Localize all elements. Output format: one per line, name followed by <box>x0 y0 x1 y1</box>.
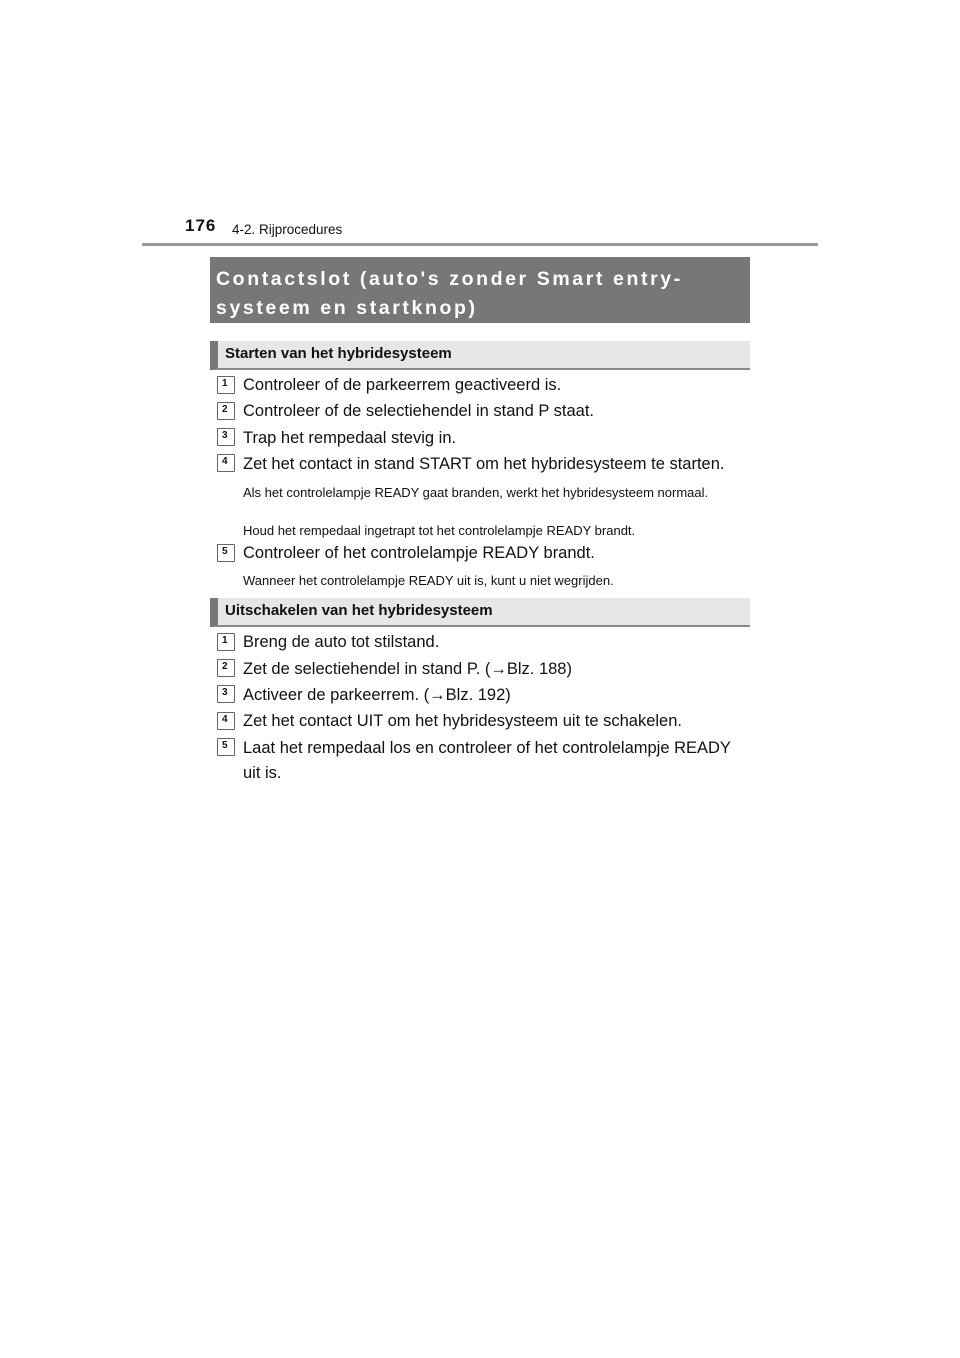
step-text: Zet de selectiehendel in stand P. (→Blz. 188) <box>243 660 572 678</box>
step-number-badge: 2 <box>217 659 235 677</box>
step-text: Laat het rempedaal los en controleer of het controlelampje READY uit is. <box>243 739 731 782</box>
note-text: Houd het rempedaal ingetrapt tot het controlelampje READY brandt. <box>243 523 636 538</box>
step-text: Trap het rempedaal stevig in. <box>243 429 457 447</box>
section-breadcrumb: 4-2. Rijprocedures <box>232 222 343 237</box>
step-number-badge: 4 <box>217 712 235 730</box>
step-text: Controleer of de parkeerrem geactiveerd is. <box>243 376 562 394</box>
step-text: Zet het contact in stand START om het hybridesysteem te starten. <box>243 455 725 473</box>
step-number-badge: 3 <box>217 428 235 446</box>
step-number-badge: 5 <box>217 544 235 562</box>
step-number-badge: 2 <box>217 402 235 420</box>
header-divider <box>142 243 818 246</box>
step-number-badge: 4 <box>217 454 235 472</box>
page-title <box>210 257 750 323</box>
page-title-line-2: systeem en startknop) <box>216 297 478 319</box>
step-number-badge: 3 <box>217 685 235 703</box>
stop-section-heading: Uitschakelen van het hybridesysteem <box>210 598 750 627</box>
step-text: Breng de auto tot stilstand. <box>243 633 440 651</box>
note-text: Wanneer het controlelampje READY uit is, kunt u niet wegrijden. <box>243 573 614 588</box>
step-number-badge: 1 <box>217 376 235 394</box>
step-number-badge: 5 <box>217 738 235 756</box>
step-text: Controleer of het controlelampje READY brandt. <box>243 544 595 562</box>
page-title-line-1: Contactslot (auto's zonder Smart entry- <box>216 268 683 290</box>
start-section-heading: Starten van het hybridesysteem <box>210 341 750 370</box>
page-number: 176 <box>185 216 217 235</box>
step-text: Activeer de parkeerrem. (→Blz. 192) <box>243 686 511 704</box>
step-text: Controleer of de selectiehendel in stand P staat. <box>243 402 595 420</box>
note-text: Als het controlelampje READY gaat branden, werkt het hybridesysteem normaal. <box>243 485 709 500</box>
step-number-badge: 1 <box>217 633 235 651</box>
step-text: Zet het contact UIT om het hybridesysteem uit te schakelen. <box>243 712 682 730</box>
